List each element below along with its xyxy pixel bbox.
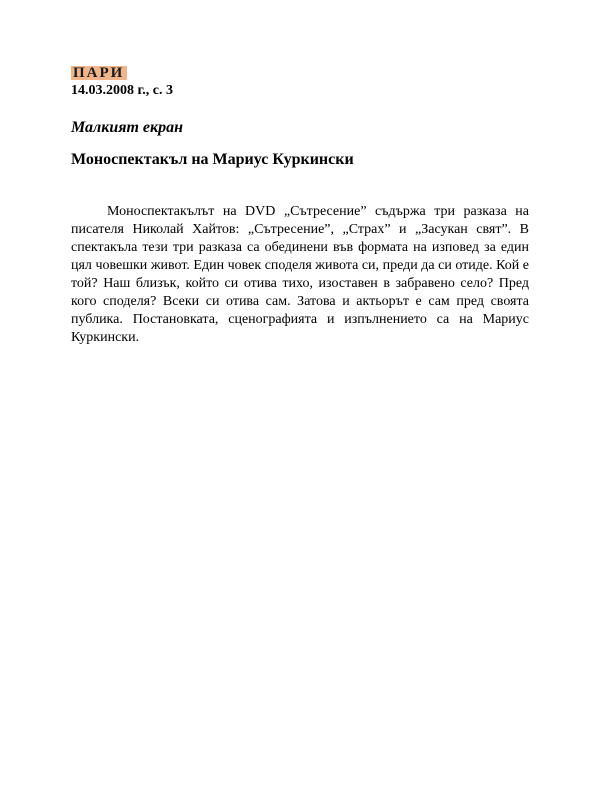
article-headline: Моноспектакъл на Мариус Куркински bbox=[71, 151, 354, 168]
article-body: Моноспектакълът на DVD „Сътресение” съдържа три разказа на писателя Николай Хайтов: „Сътресение”, „Страх” и „Засукан свят”. В спектакъла тези три разказа са обединени във формата на изповед за един цял човешки живот. Един човек споделя живота си, преди да си отиде. Кой е той? Наш близък, който си отива тихо, изоставен в забравено село? Пред кого споделя? Всеки си отива сам. Затова и актьорът е сам пред своята публика. Постановката, сценографията и изпълнението са на Мариус Куркински. bbox=[71, 204, 529, 345]
dateline: 14.03.2008 г., с. 3 bbox=[71, 83, 173, 98]
section-title: Малкият екран bbox=[71, 119, 183, 136]
publication-logo: ПАРИ bbox=[71, 66, 127, 80]
